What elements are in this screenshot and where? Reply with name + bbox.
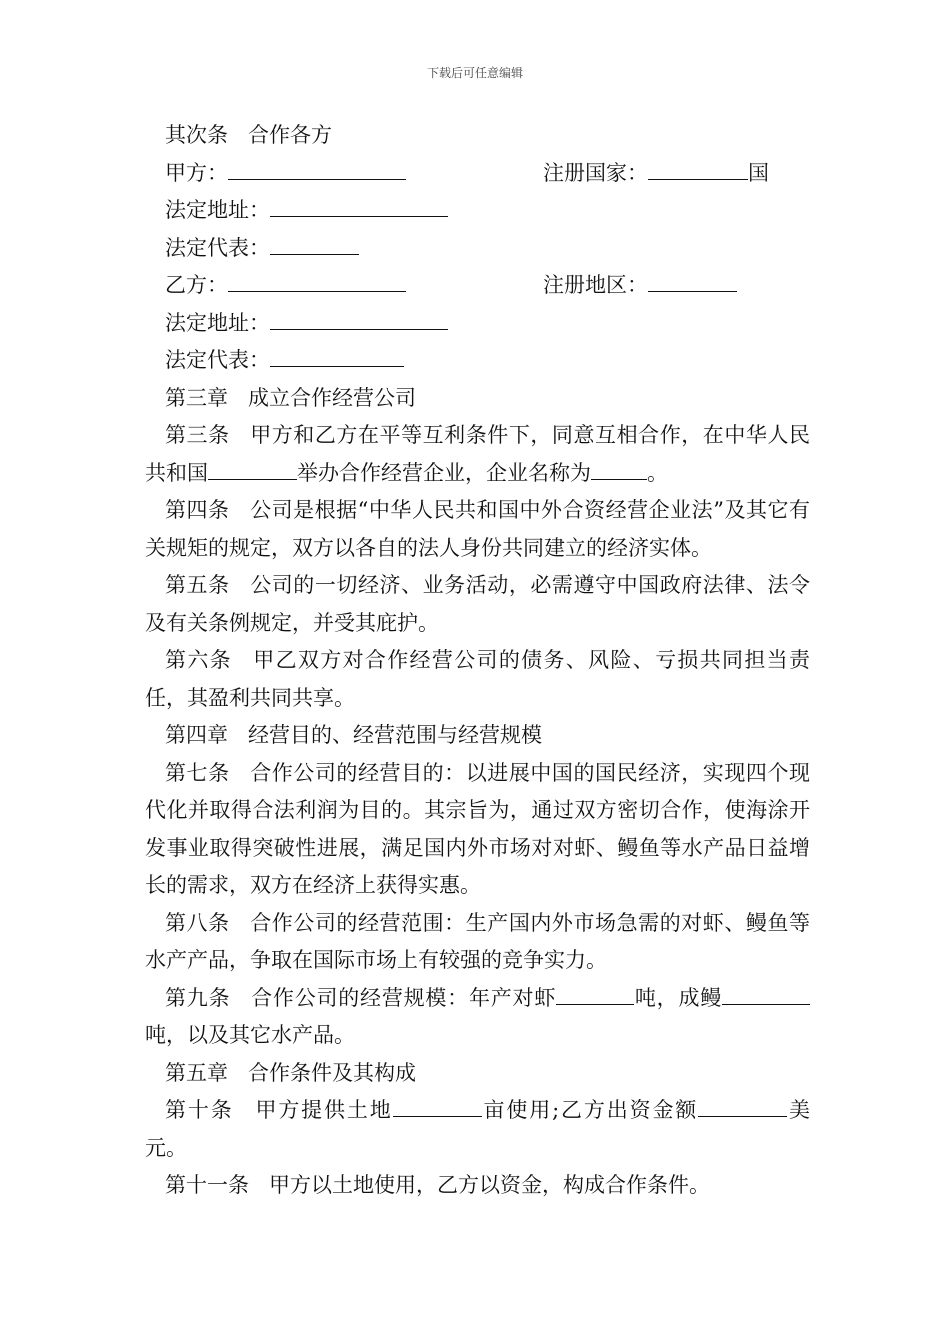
article-number: 第十一条: [165, 1173, 249, 1197]
article-text: 吨，以及其它水产品。: [145, 1023, 355, 1047]
chapter-heading: [145, 380, 810, 418]
page-header: 下载后可任意编辑: [426, 66, 523, 80]
address-label: 法定地址：: [165, 310, 270, 335]
article-text: 甲方以土地使用，乙方以资金，构成合作条件。: [269, 1173, 710, 1197]
article-text: 举办合作经营企业，企业名称为: [297, 460, 591, 485]
article-text: 亩使用;乙方出资金额: [481, 1098, 699, 1122]
section-title: 合作各方: [248, 123, 332, 147]
article-4: [145, 492, 810, 567]
party-b-row: [145, 267, 810, 305]
article-text: 甲方提供土地: [253, 1098, 393, 1122]
representative-blank: [270, 232, 359, 255]
party-a-row: [145, 155, 810, 193]
article-text: 。: [647, 460, 668, 485]
country-blank: [648, 157, 748, 180]
chapter-number: 第四章: [165, 723, 228, 747]
party-b-blank: [228, 269, 406, 292]
article-number: 第六条: [165, 648, 232, 672]
country-label: 注册国家：: [543, 160, 648, 185]
chapter-title: 成立合作经营公司: [248, 385, 416, 410]
article-number: 第八条: [165, 910, 230, 935]
party-b-label: 乙方：: [165, 273, 228, 297]
country-suffix: 国: [748, 160, 769, 185]
land-blank: [393, 1094, 482, 1117]
article-number: 第三条: [165, 423, 230, 447]
article-5: [145, 567, 810, 642]
article-number: 第七条: [165, 760, 230, 785]
article-text: 公司是根据“中华人民共和国中外合资经营企业法”及其它有关规矩的规定，双方以各自的法人身份共同建立的经济实体。: [145, 498, 810, 560]
chapter-heading: [145, 1055, 810, 1093]
chapter-number: 第三章: [165, 385, 228, 410]
region-blank: [648, 269, 737, 292]
chapter-heading: [145, 717, 810, 755]
company-name-blank: [591, 457, 647, 480]
chapter-title: 经营目的、经营范围与经营规模: [248, 723, 542, 747]
address-label: 法定地址：: [165, 198, 270, 222]
section-heading: [145, 117, 810, 155]
representative-label: 法定代表：: [165, 348, 270, 372]
article-text: 合作公司的经营目的：以进展中国的国民经济，实现四个现代化并取得合法利润为目的。其宗旨为，通过双方密切合作，使海涂开发事业取得突破性进展，满足国内外市场对对虾、鳗鱼等水产品日益增长的需求，双方在经济上获得实惠。: [145, 760, 810, 897]
location-blank: [208, 457, 297, 480]
article-3: [145, 417, 810, 492]
shrimp-blank: [556, 982, 634, 1005]
article-text: 公司的一切经济、业务活动，必需遵守中国政府法律、法令及有关条例规定，并受其庇护。: [145, 573, 810, 635]
eel-blank: [722, 982, 780, 1005]
party-a-blank: [228, 157, 406, 180]
article-7: [145, 755, 810, 905]
eel-blank-cont: [780, 982, 810, 1005]
article-text: 美元。: [145, 1098, 811, 1160]
article-number: 第十条: [165, 1098, 234, 1122]
article-11: [145, 1167, 810, 1205]
party-a-address: [145, 192, 810, 230]
party-b-representative: [145, 342, 810, 380]
article-number: 第五条: [165, 573, 230, 597]
article-6: [145, 642, 810, 717]
article-number: 第九条: [165, 985, 231, 1010]
article-text: 甲方和乙方在平等互利条件下，同意互相合作，在中华人民共和国: [145, 423, 810, 485]
party-a-label: 甲方：: [165, 160, 228, 185]
article-9: [145, 980, 810, 1055]
article-text: 合作公司的经营范围：生产国内外市场急需的对虾、鳗鱼等水产产品，争取在国际市场上有较强的竞争实力。: [145, 910, 810, 972]
article-10: [145, 1092, 810, 1167]
funds-blank: [698, 1094, 787, 1117]
party-b-address: [145, 305, 810, 343]
article-text: 合作公司的经营规模：年产对虾: [250, 985, 557, 1010]
article-text: 吨，成鳗: [634, 985, 723, 1010]
chapter-title: 合作条件及其构成: [248, 1060, 416, 1085]
representative-label: 法定代表：: [165, 235, 270, 260]
article-8: [145, 905, 810, 980]
article-text: 甲乙双方对合作经营公司的债务、风险、亏损共同担当责任，其盈利共同共享。: [145, 648, 811, 710]
section-number: 其次条: [165, 123, 228, 147]
address-blank: [270, 307, 448, 330]
article-number: 第四条: [165, 498, 230, 522]
address-blank: [270, 194, 448, 217]
representative-blank: [270, 344, 404, 367]
contract-body: [145, 117, 810, 1205]
party-a-representative: [145, 230, 810, 268]
chapter-number: 第五章: [165, 1060, 228, 1085]
region-label: 注册地区：: [543, 273, 648, 297]
